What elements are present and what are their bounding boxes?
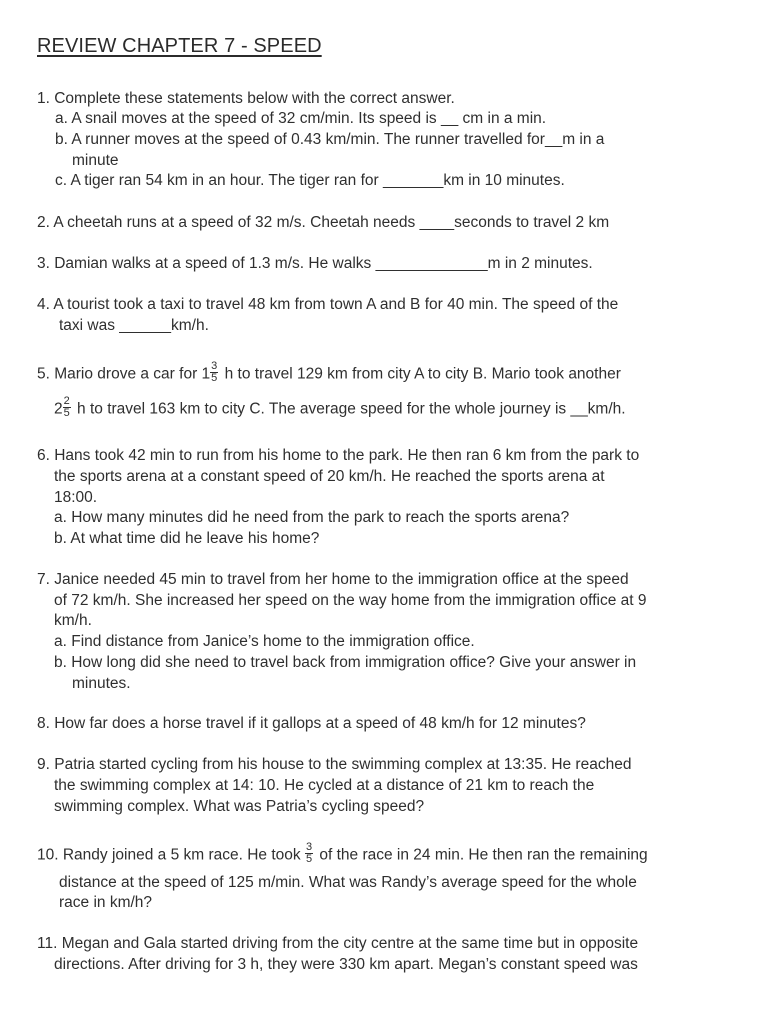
- question-5: [37, 360, 621, 386]
- question-7-cont: km/h.: [54, 612, 92, 629]
- fraction-denominator: 5: [63, 407, 70, 419]
- question-6-cont: 18:00.: [54, 489, 98, 506]
- question-5-text-start: 5. Mario drove a car for 1: [37, 365, 211, 383]
- question-7b: b. How long did she need to travel back from immigration office? Give your answer in: [54, 654, 637, 671]
- question-11-cont: directions. After driving for 3 h, they were 330 km apart. Megan’s constant speed was: [54, 956, 638, 973]
- question-8: 8. How far does a horse travel if it gallops at a speed of 48 km/h for 12 minutes?: [37, 715, 586, 732]
- page-title: REVIEW CHAPTER 7 - SPEED: [37, 35, 322, 57]
- fraction-numerator: 3: [305, 841, 313, 853]
- fraction-denominator: 5: [305, 853, 313, 865]
- question-5-cont-start: 2: [54, 400, 63, 418]
- question-1b-cont: minute: [72, 152, 119, 169]
- question-7: 7. Janice needed 45 min to travel from her home to the immigration office at the speed: [37, 571, 629, 588]
- question-6: 6. Hans took 42 min to run from his home to the park. He then ran 6 km from the park to: [37, 447, 640, 464]
- question-1a: a. A snail moves at the speed of 32 cm/min. Its speed is __ cm in a min.: [55, 110, 547, 127]
- question-5-cont: [54, 395, 626, 421]
- question-4: 4. A tourist took a taxi to travel 48 km from town A and B for 40 min. The speed of the: [37, 296, 619, 313]
- question-5-cont-end: h to travel 163 km to city C. The average speed for the whole journey is __km/h.: [72, 400, 626, 418]
- question-7-cont: of 72 km/h. She increased her speed on the way home from the immigration office at 9: [54, 592, 647, 609]
- question-4-cont: taxi was ______km/h.: [59, 317, 209, 334]
- question-5-text-end: h to travel 129 km from city A to city B. Mario took another: [220, 365, 621, 383]
- question-10: [37, 841, 648, 867]
- fraction-three-fifths: [210, 361, 218, 384]
- question-10-text-start: 10. Randy joined a 5 km race. He took: [37, 846, 305, 864]
- question-9-cont: swimming complex. What was Patria’s cycling speed?: [54, 798, 425, 815]
- question-9: 9. Patria started cycling from his house to the swimming complex at 13:35. He reached: [37, 756, 632, 773]
- fraction-three-fifths: [305, 842, 313, 865]
- question-9-cont: the swimming complex at 14: 10. He cycled at a distance of 21 km to reach the: [54, 777, 595, 794]
- question-3: 3. Damian walks at a speed of 1.3 m/s. He walks _____________m in 2 minutes.: [37, 255, 593, 272]
- question-6-cont: the sports arena at a constant speed of 20 km/h. He reached the sports arena at: [54, 468, 605, 485]
- question-10-cont: race in km/h?: [59, 894, 153, 911]
- question-1c: c. A tiger ran 54 km in an hour. The tiger ran for _______km in 10 minutes.: [55, 172, 565, 189]
- fraction-two-fifths: [63, 396, 71, 419]
- fraction-numerator: 3: [211, 360, 218, 372]
- question-1b: b. A runner moves at the speed of 0.43 km/min. The runner travelled for__m in a: [55, 131, 605, 148]
- question-7a: a. Find distance from Janice’s home to the immigration office.: [54, 633, 475, 650]
- question-6a: a. How many minutes did he need from the park to reach the sports arena?: [54, 509, 570, 526]
- question-6b: b. At what time did he leave his home?: [54, 530, 320, 547]
- question-10-cont: distance at the speed of 125 m/min. What was Randy’s average speed for the whole: [59, 874, 637, 891]
- question-10-text-end: of the race in 24 min. He then ran the remaining: [315, 846, 648, 864]
- question-7b-cont: minutes.: [72, 675, 131, 692]
- fraction-numerator: 2: [63, 395, 70, 407]
- question-2: 2. A cheetah runs at a speed of 32 m/s. Cheetah needs ____seconds to travel 2 km: [37, 214, 610, 231]
- question-1: 1. Complete these statements below with the correct answer.: [37, 90, 455, 107]
- question-11: 11. Megan and Gala started driving from the city centre at the same time but in opposite: [37, 935, 639, 952]
- fraction-denominator: 5: [211, 372, 218, 384]
